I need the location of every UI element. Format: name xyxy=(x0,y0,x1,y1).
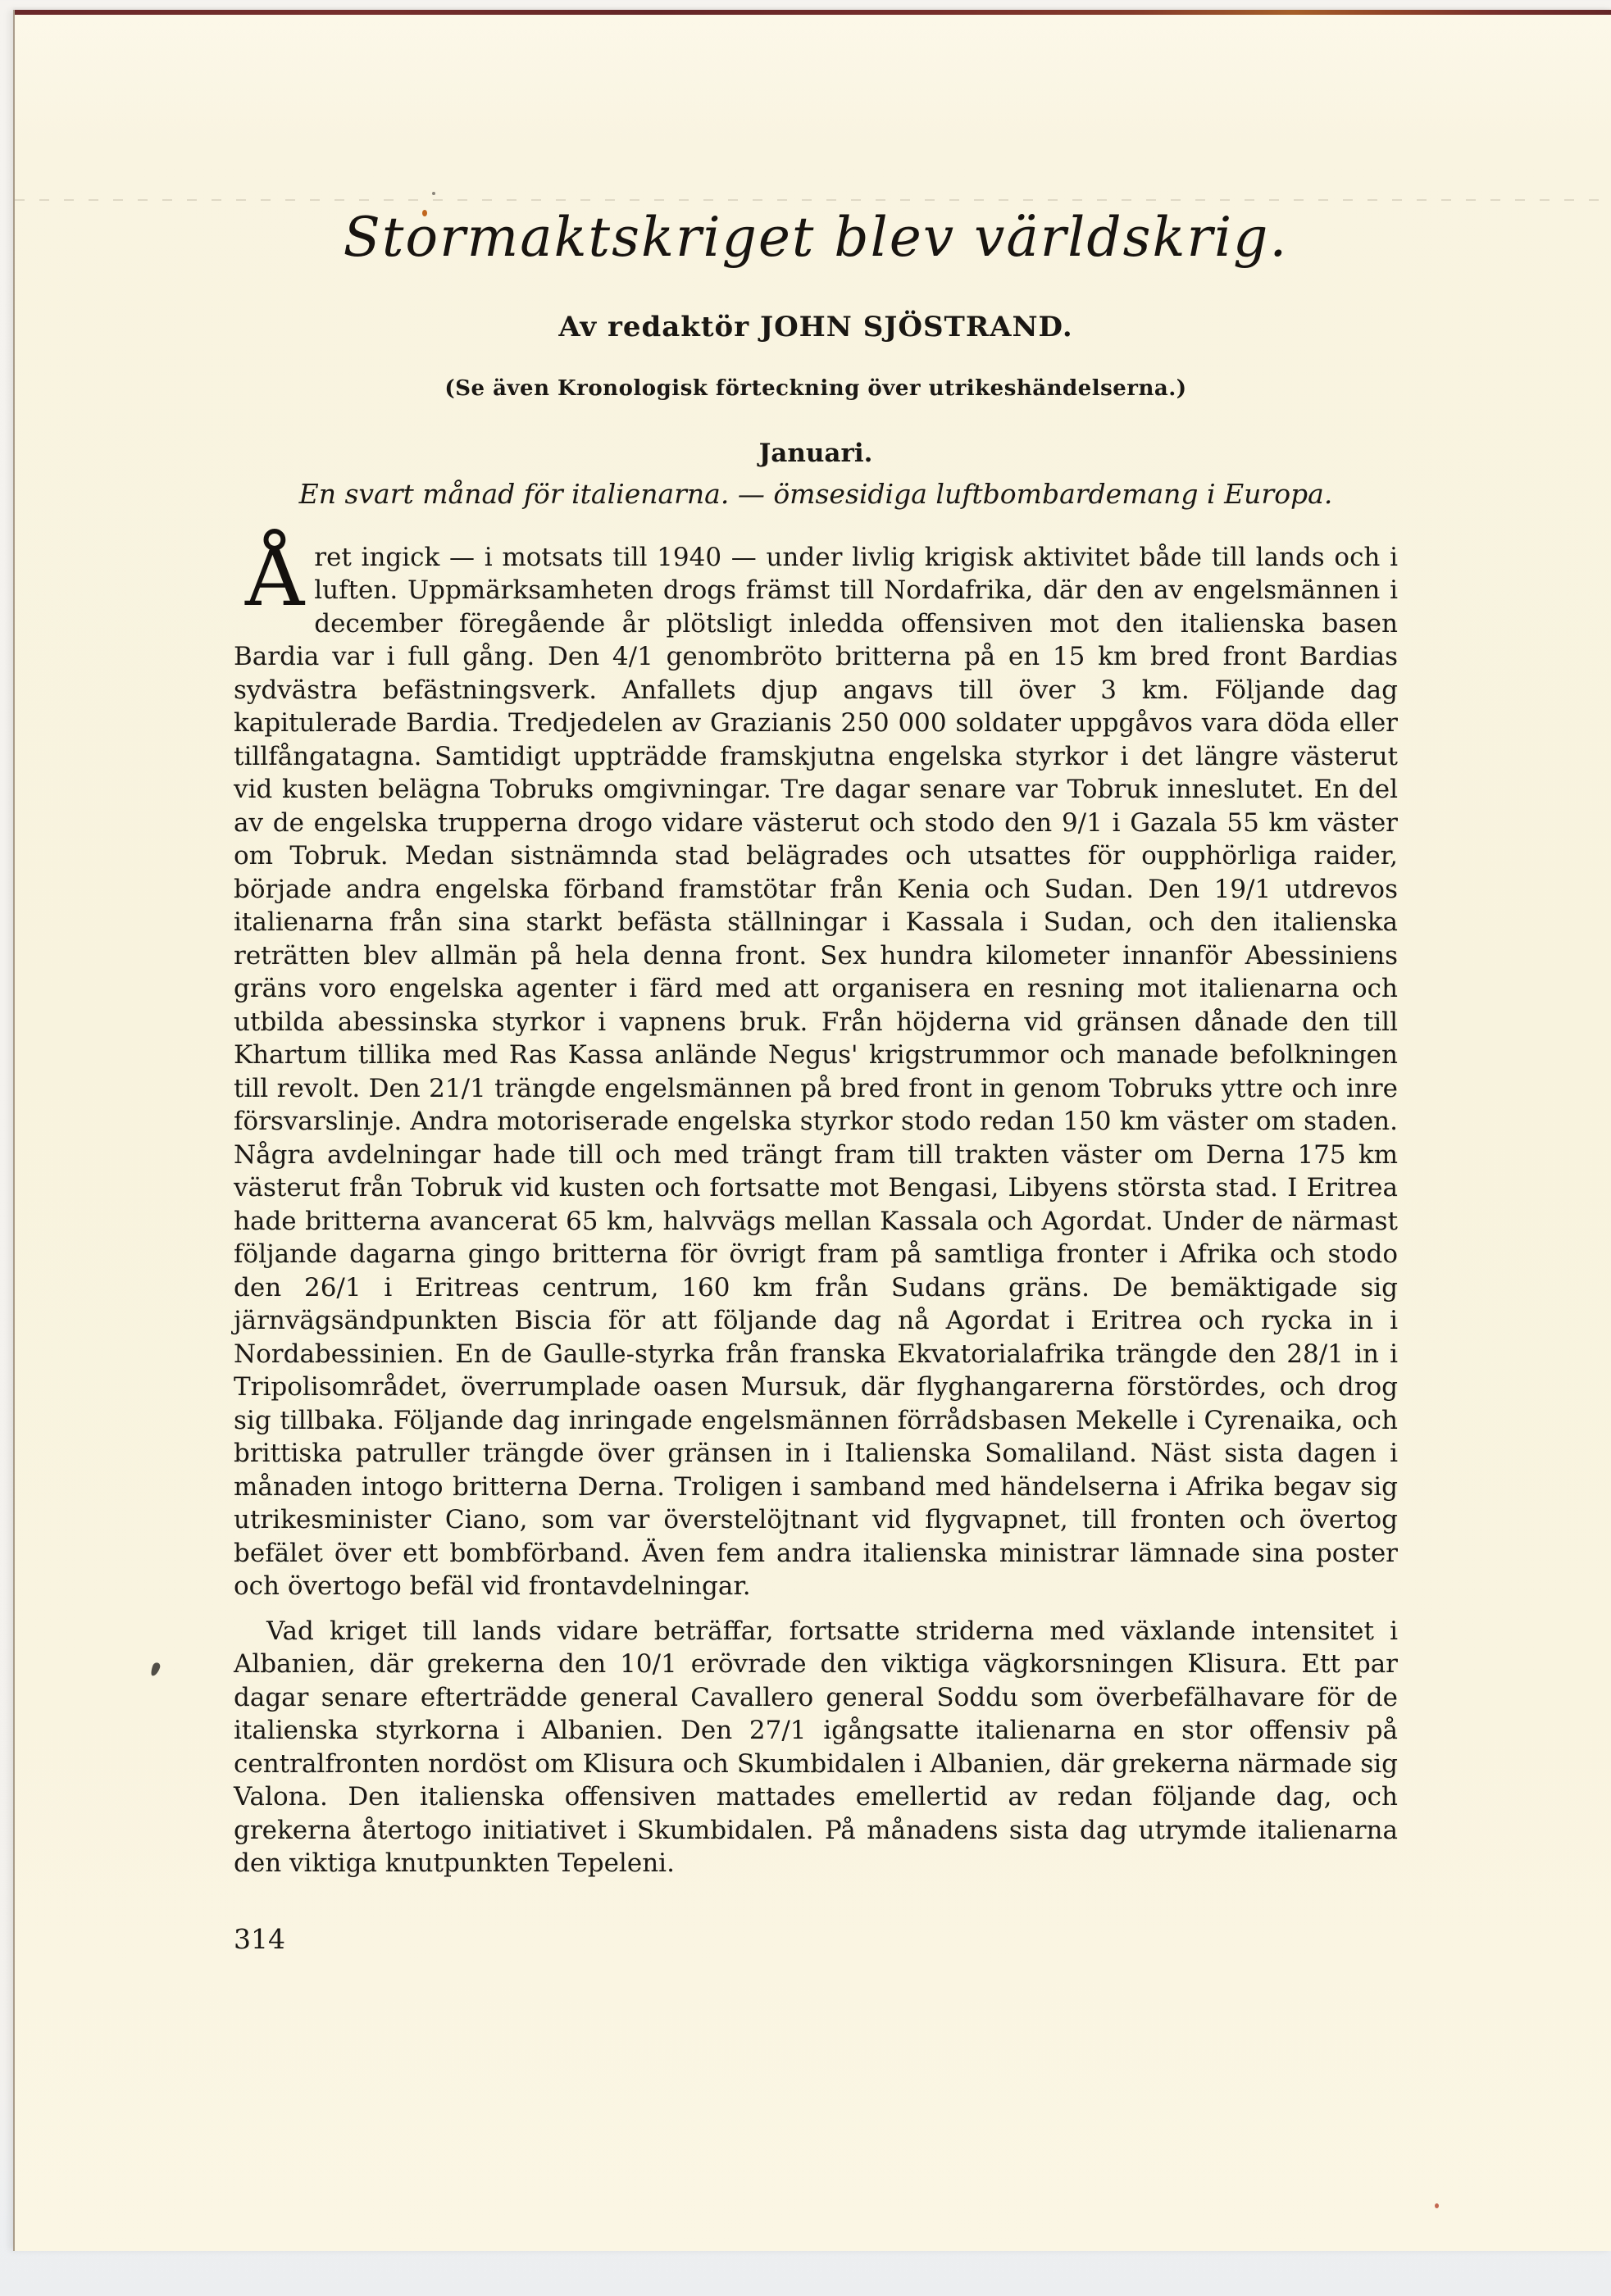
page-number: 314 xyxy=(234,1922,285,1955)
byline: Av redaktör JOHN SJÖSTRAND. xyxy=(558,310,1073,343)
ink-speck xyxy=(1435,2203,1439,2208)
margin-ink-mark xyxy=(149,1662,161,1677)
section-subtitle: En svart månad för italienarna. — ömsesidiga luftbombardemang i Europa. xyxy=(298,477,1333,510)
text-column xyxy=(234,10,1398,1955)
paragraph-text: ret ingick — i motsats till 1940 — under livlig krigisk aktivitet både till lands och i luften. Uppmärksamheten drogs främst till Nordafrika, där den av engelsmännen i december föregående år plötsligt inledda offensiven mot den italienska basen Bardia var i full gång. Den 4/1 genombröto britterna på en 15 km bred front Bardias sydvästra befästningsverk. Anfallets djup angavs till över 3 km. Följande dag kapitulerade Bardia. Tredjedelen av Grazianis 250 000 soldater uppgåvos vara döda eller tillfångatagna. Samtidigt uppträdde framskjutna engelska styrkor i det längre västerut vid kusten belägna Tobruks omgivningar. Tre dagar senare var Tobruk inneslutet. En del av de engelska trupperna drogo vidare västerut och stodo den 9/1 i Gazala 55 km väster om Tobruk. Medan sistnämnda stad belägrades och utsattes för oupphörliga raider, började andra engelska förband framstötar från Kenia och Sudan. Den 19/1 utdrevos italienarna från sina starkt befästa ställningar i Kassala i Sudan, och den italienska reträtten blev allmän på hela denna front. Sex hundra kilometer innanför Abessiniens gräns voro engelska agenter i färd med att organisera en resning mot italienarna och utbilda abessinska styrkor i vapnens bruk. Från höjderna vid gränsen dånade den till Khartum tillika med Ras Kassa anlände Negus' krigstrummor och manade befolkningen till revolt. Den 21/1 trängde engelsmännen på bred front in genom Tobruks yttre och inre försvarslinje. Andra motoriserade engelska styrkor stodo redan 150 km väster om staden. Några avdelningar hade till och med trängt fram till trakten väster om Derna 175 km västerut från Tobruk vid kusten och fortsatte mot Bengasi, Libyens största stad. I Eritrea hade britterna avancerat 65 km, halvvägs mellan Kassala och Agordat. Under de närmast följande dagarna gingo britterna för övrigt fram på samtliga fronter i Afrika och stodo den 26/1 i Eritreas centrum, 160 km från Sudans gräns. De bemäktigade sig järnvägsändpunkten Biscia för att följande dag nå Agordat i Eritrea och rycka in i Nordabessinien. En de Gaulle-styrka från franska Ekvatorialafrika trängde den 28/1 in i Tripolisområdet, överrumplade oasen Mursuk, där flyghangarerna förstördes, och drog sig tillbaka. Följande dag inringade engelsmännen förrådsbasen Mekelle i Cyrenaika, och brittiska patruller trängde över gränsen in i Italienska Somaliland. Näst sista dagen i månaden intogo britterna Derna. Troligen i samband med händelserna i Afrika begav sig utrikesminister Ciano, som var överstelöjtnant vid flygvapnet, till fronten och övertog befälet över ett bombförband. Även fem andra italienska ministrar lämnade sina poster och övertogo befäl vid frontavdelningar. xyxy=(234,542,1398,1602)
drop-cap: Å xyxy=(245,528,305,625)
cross-reference-note: (Se även Kronologisk förteckning över utrikeshändelserna.) xyxy=(444,375,1187,401)
section-heading-januari: Januari. xyxy=(758,438,873,468)
book-page xyxy=(13,10,1611,2251)
paragraph xyxy=(234,528,1398,1603)
article-body xyxy=(234,528,1398,1880)
paragraph: Vad kriget till lands vidare beträffar, fortsatte striderna med växlande intensitet i Albanien, där grekerna den 10/1 erövrade den viktiga vägkorsningen Klisura. Ett par dagar senare efterträdde general Cavallero general Soddu som överbefälhavare för de italienska styrkorna i Albanien. Den 27/1 igångsatte italienarna en stor offensiv på centralfronten nordöst om Klisura och Skumbidalen i Albanien, där grekerna närmade sig Valona. Den italienska offensiven mattades emellertid av redan följande dag, och grekerna återtogo initiativet i Skumbidalen. På månadens sista dag utrymde italienarna den viktiga knutpunkten Tepeleni. xyxy=(234,1616,1398,1879)
article-title: Stormaktskriget blev världskrig. xyxy=(343,206,1289,269)
